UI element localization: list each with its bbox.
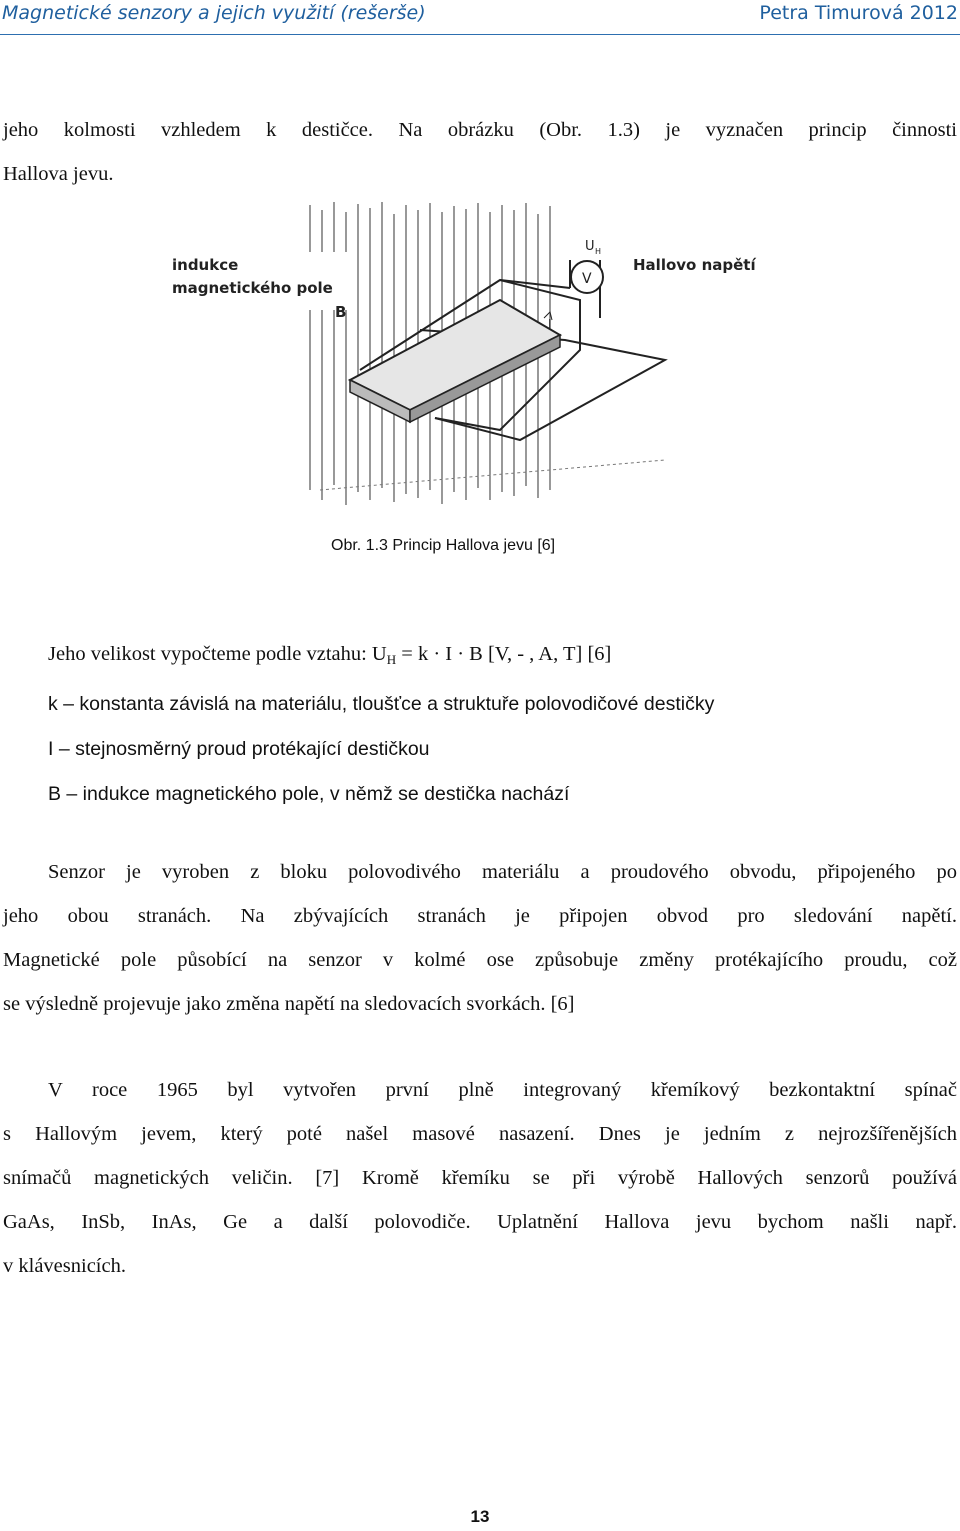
definition-k: k – konstanta závislá na materiálu, tloušťce a struktuře polovodičové destičky (48, 693, 715, 715)
label-i: I (548, 317, 552, 331)
p3-line-2: s Hallovým jevem, který poté našel masové nasazení. Dnes je jedním z nejrozšířenějších (3, 1123, 957, 1145)
p3-line-1: V roce 1965 byl vytvořen první plně integrovaný křemíkový bezkontaktní spínač (48, 1079, 957, 1101)
p3-line-4: GaAs, InSb, InAs, Ge a další polovodiče. Uplatnění Hallova jevu bychom našli např. (3, 1211, 957, 1233)
intro-line-1: jeho kolmosti vzhledem k destičce. Na obrázku (Obr. 1.3) je vyznačen princip činnosti (3, 119, 957, 141)
hall-effect-diagram (172, 200, 756, 520)
label-uh-sub: H (595, 247, 602, 256)
label-hall: Hallovo napětí (633, 256, 756, 274)
formula-suffix: = k · I · B [V, - , A, T] [6] (396, 643, 612, 665)
history-paragraph (3, 1068, 957, 1288)
formula-sub: H (386, 652, 397, 667)
page-number: 13 (470, 1507, 490, 1526)
p2-line-4: se výsledně projevuje jako změna napětí na sledovacích svorkách. [6] (3, 993, 575, 1015)
baseline (320, 460, 665, 490)
p3-line-3: snímačů magnetických veličin. [7] Kromě křemíku se při výrobě Hallových senzorů používá (3, 1167, 957, 1189)
hall-effect-figure (172, 200, 756, 520)
p2-line-1: Senzor je vyroben z bloku polovodivého materiálu a proudového obvodu, připojeného po (48, 861, 957, 883)
p2-line-3: Magnetické pole působící na senzor v kolmé ose způsobuje změny protékajícího proudu, což (3, 949, 957, 971)
formula-definitions (48, 632, 714, 817)
label-b: B (335, 303, 347, 321)
label-induction-2: magnetického pole (172, 279, 333, 297)
intro-paragraph (3, 108, 957, 196)
definition-b: B – indukce magnetického pole, v němž se destička nachází (48, 783, 570, 805)
header-title: Magnetické senzory a jejich využití (rešerše) (2, 2, 426, 24)
label-v: V (582, 271, 592, 287)
formula-line (48, 632, 714, 682)
p3-line-5: v klávesnicích. (3, 1255, 126, 1277)
label-induction-1: indukce (172, 256, 239, 274)
header-author: Petra Timurová 2012 (759, 2, 958, 24)
page-header (0, 0, 960, 35)
figure-caption: Obr. 1.3 Princip Hallova jevu [6] (331, 537, 556, 554)
label-uh: U (585, 239, 595, 254)
p2-line-2: jeho obou stranách. Na zbývajících stranách je připojen obvod pro sledování napětí. (3, 905, 957, 927)
sensor-paragraph (3, 850, 957, 1026)
definition-i: I – stejnosměrný proud protékající destičkou (48, 738, 430, 760)
intro-line-2: Hallova jevu. (3, 163, 114, 185)
formula-prefix: Jeho velikost vypočteme podle vztahu: U (48, 643, 387, 665)
